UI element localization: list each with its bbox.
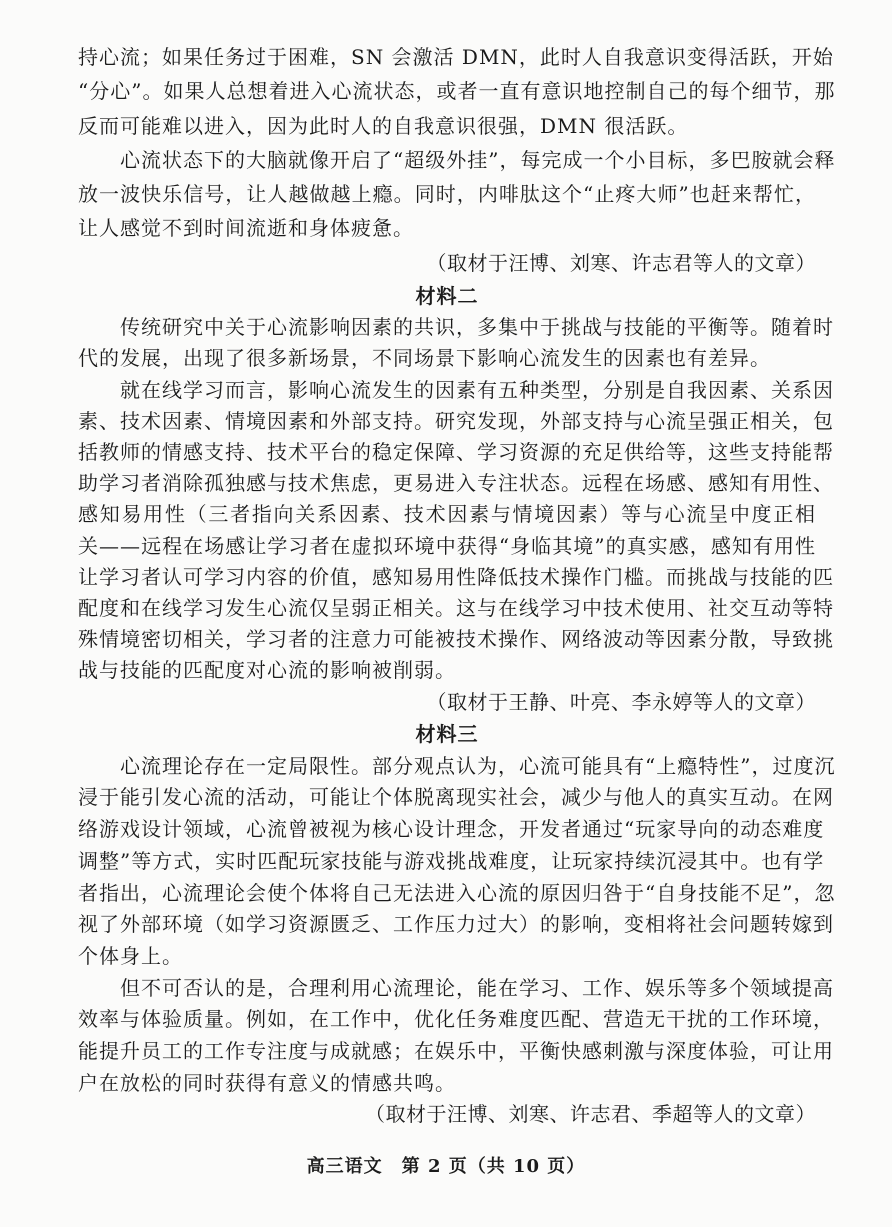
paragraph-line: 感知易用性（三者指向关系因素、技术因素与情境因素）等与心流呈中度正相 <box>78 502 816 527</box>
source-attribution: （取材于汪博、刘寒、许志君、季超等人的文章） <box>365 1102 816 1127</box>
paragraph-line: 传统研究中关于心流影响因素的共识，多集中于挑战与技能的平衡等。随着时 <box>120 315 834 340</box>
paragraph-line: 个体身上。 <box>78 943 183 968</box>
paragraph-line: 能提升员工的工作专注度与成就感；在娱乐中，平衡快感刺激与深度体验，可让用 <box>78 1039 834 1064</box>
paragraph-line: 效率与体验质量。例如，在工作中，优化任务难度匹配、营造无干扰的工作环境， <box>78 1007 834 1032</box>
paragraph-line: 持心流；如果任务过于困难，SN 会激活 DMN，此时人自我意识变得活跃，开始 <box>78 45 834 69</box>
paragraph-line: 调整”等方式，实时匹配玩家技能与游戏挑战难度，让玩家持续沉浸其中。也有学 <box>78 848 825 873</box>
source-attribution: （取材于王静、叶亮、李永婷等人的文章） <box>426 689 816 714</box>
paragraph-line: 助学习者消除孤独感与技术焦虑，更易进入专注状态。远程在场感、感知有用性、 <box>78 471 834 496</box>
paragraph-line: 络游戏设计领域，心流曾被视为核心设计理念，开发者通过“玩家导向的动态难度 <box>78 817 825 842</box>
paragraph-line: 代的发展，出现了很多新场景，不同场景下影响心流发生的因素也有差异。 <box>78 346 771 371</box>
paragraph-line: 者指出，心流理论会使个体将自己无法进入心流的原因归咎于“自身技能不足”，忽 <box>78 880 836 905</box>
paragraph-line: 素、技术因素、情境因素和外部支持。研究发现，外部支持与心流呈强正相关，包 <box>78 408 834 433</box>
paragraph-line: 心流理论存在一定局限性。部分观点认为，心流可能具有“上瘾特性”，过度沉 <box>120 753 836 778</box>
material-two-section <box>78 281 834 718</box>
paragraph-line: 括教师的情感支持、技术平台的稳定保障、学习资源的充足供给等，这些支持能帮 <box>78 440 834 465</box>
paragraph-line: 就在线学习而言，影响心流发生的因素有五种类型，分别是自我因素、关系因 <box>120 377 834 402</box>
paragraph-line: 殊情境密切相关，学习者的注意力可能被技术操作、网络波动等因素分散，导致挑 <box>78 627 834 652</box>
paragraph-line: 反而可能难以进入，因为此时人的自我意识很强，DMN 很活跃。 <box>78 113 689 138</box>
paragraph-line: 心流状态下的大脑就像开启了“超级外挂”，每完成一个小目标，多巴胺就会释 <box>120 147 836 172</box>
paragraph-line: 让学习者认可学习内容的价值，感知易用性降低技术操作门槛。而挑战与技能的匹 <box>78 564 834 589</box>
paragraph-line: 浸于能引发心流的活动，可能让个体脱离现实社会，减少与他人的真实互动。在网 <box>78 785 834 810</box>
paragraph-line: “分心”。如果人总想着进入心流状态，或者一直有意识地控制自己的每个细节，那 <box>78 79 836 104</box>
paragraph-line: 户在放松的同时获得有意义的情感共鸣。 <box>78 1070 456 1095</box>
material-one-section <box>78 40 836 280</box>
section-heading: 材料二 <box>415 284 479 308</box>
paragraph-line: 配度和在线学习发生心流仅呈弱正相关。这与在线学习中技术使用、社交互动等特 <box>78 596 834 621</box>
paragraph-line: 战与技能的匹配度对心流的影响被削弱。 <box>78 658 456 683</box>
section-heading: 材料三 <box>415 722 479 746</box>
paragraph-line: 但不可否认的是，合理利用心流理论，能在学习、工作、娱乐等多个领域提高 <box>120 975 834 1000</box>
material-three-section <box>78 719 836 1131</box>
source-attribution: （取材于汪博、刘寒、许志君等人的文章） <box>426 250 816 275</box>
paragraph-line: 关——远程在场感让学习者在虚拟环境中获得“身临其境”的真实感，感知有用性 <box>78 533 816 558</box>
paragraph-line: 让人感觉不到时间流逝和身体疲惫。 <box>78 216 414 241</box>
page-footer: 高三语文 第 2 页（共 10 页） <box>306 1156 586 1177</box>
paragraph-line: 放一波快乐信号，让人越做越上瘾。同时，内啡肽这个“止疼大师”也赶来帮忙， <box>78 182 816 207</box>
paragraph-line: 视了外部环境（如学习资源匮乏、工作压力过大）的影响，变相将社会问题转嫁到 <box>78 912 834 937</box>
